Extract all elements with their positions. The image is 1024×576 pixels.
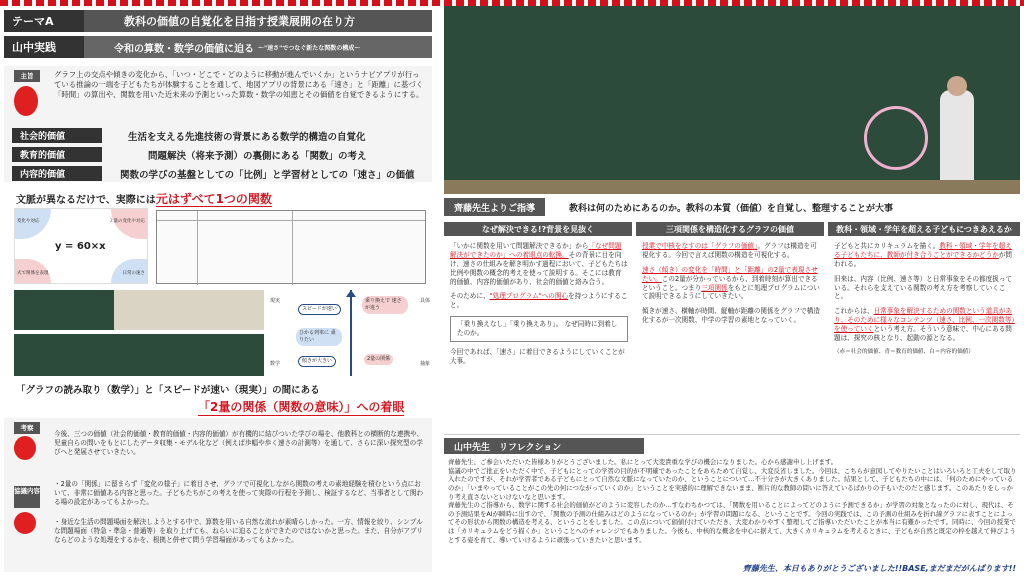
teacher-figure [940,90,974,180]
discuss-p1: ・2量の「関係」に留まらず「変化の様子」に着目させ、グラフで可視化しながら関数の考えの素地経験を積むという点において、非常に価値ある内容と思った。子どもたちがこの考えを使って実際の行程を予測し、検証するなど、当事者として関わる場の設定があってもよかった。 [54,480,424,506]
diagram-label-tl: 現実 [270,298,281,304]
function-quad-diagram [14,208,148,284]
practice-label: 山中実践 [4,36,84,58]
quad-label-bl: 式で関係を表現 [17,270,49,276]
mascot-icon [14,512,36,534]
content-value-label: 内容的価値 [12,166,102,181]
col3-head: 教科・領域・学年を超える子どもにつきあえるか [828,222,1020,236]
diagram-bubble-relation: 2量の関係 [364,354,393,365]
reflection-heading: 山中先生 リフレクション [444,438,644,454]
teacher-title: 教科は何のためにあるのか。教科の本質（価値）を自覚し、整理することが大事 [569,203,894,214]
col3-p1a: 子どもと共にカリキュラムを描く。 [834,242,940,250]
col1-p1c: その背景に目を向け、速さの仕組みを解き明かす過程において、子どもたちは比例や関数の概念的考えを使って説明する。そこには教育的価値、内容的価値があり、社会的価値と絡み合う。 [450,250,628,286]
col2-p2a: 速さ（傾き）の変化を「時間」と「距離」の2量で表現させたい。 [642,265,818,283]
discuss-label: 協議内容 [14,486,40,508]
section1-heading-emph: 元はずべて1つの関数 [155,192,272,206]
divider [444,434,1020,435]
practice-bar [4,36,432,58]
diagram-bubble-slope: 傾きが大きい [298,356,336,367]
closing-line: 齊藤先生、本日もありがとうございました!!BASE,まだまだがんばります!! [742,564,1016,573]
diagram-bubble-train: ひかる列車に 乗りたい [296,328,342,346]
table-divider-1 [197,211,198,285]
section2-line1: 「グラフの読み取り（数学）」と「スピードが速い（現実）」の間にある [16,385,320,396]
curriculum-table [156,210,426,284]
col3-p3a: これからは、 [834,307,874,316]
mascot-icon [14,436,36,460]
col3-p4: （赤＝社会的価値、青＝教育的価値、白＝内容的価値） [834,348,974,355]
diagram-label-bl: 数学 [270,361,281,368]
chalkboard-photo [444,6,1020,194]
section1-heading-prefix: 文脈が異なるだけで、実際には [16,195,156,206]
social-value-text: 生活を支える先進技術の背景にある数学的構造の自覚化 [128,131,366,143]
chalk-circle-icon [864,106,928,170]
practice-title: 令和の算数・数学の価値に迫る [114,43,254,55]
board-photo-1a [14,290,114,330]
theme-label: テーマA [4,10,84,32]
board-photo-1 [14,290,264,376]
section2-line2: 「2量の関係（関数の意味）」への着眼 [198,400,405,414]
col3-p1b: 教科・領域・学年を超える子どもたちに、教師が付き合うことができるかどうか [834,242,1012,259]
col3-p1c: が問われる。 [834,250,1013,268]
discuss-p2: ・身近な生活の問題場面を解決しようとする中で、算数を用いる自然な流れが素晴らしかった。一方、情報を絞り、シンプルな問題場面（特急・準急・普通等）を取り上げても、ねらいに迫ることができたのではないかと思った。また、自分がアプリならどのような処理をするかを、根拠と併せて問う学習場面があってもよかった。 [54,518,423,544]
educational-value-text: 問題解決（将来予測）の裏側にある「関数」の考え [148,150,367,162]
diagram-label-tr: 具体 [419,298,430,304]
teacher-heading: 齊藤先生よりご指導 [444,198,545,216]
col2-p2d: をもとに処理プログラムについて説明できるようにしていきたい。 [642,283,820,301]
col1-p1b: 「なぜ問題解決ができたのか」への着眼点の転換。 [450,242,622,259]
diagram-bubble-fast: スピードが速い [298,304,341,315]
board-photo-1b [114,290,264,330]
board-photo-1c [14,334,264,376]
col2-p3: 傾きが速さ、横軸が時間、縦軸が距離の関係をグラフで構造化するが一次関数、中学の学習の素地となっていく。 [642,307,820,325]
theme-title: 教科の価値の自覚化を目指す授業展開の在り方 [124,15,355,28]
board-ledge [444,180,1020,194]
col1-body [450,242,628,366]
col3-body [834,242,1018,356]
col3-p3b: 日常事象を解決するための関数という道具があり、そのために様々なコンテンツ（速さ、比例、一次関数等）を使っていく [834,307,1015,334]
quad-label-tr: ２量の変化や対応 [109,219,145,224]
col1-p2b: "処理プログラム"への関心 [489,292,569,301]
practice-subtitle: 〜"速さ"でつなぐ新たな関数の構成〜 [258,44,361,52]
gist-text: グラフ上の交点や傾きの変化から、「いつ・どこで・どのように移動が進んでいくか」というナビアプリが行っている推論の一端を子どもたちが体験することを通して、地図アプリの背景にある「速さ」と「距離」に基づく「時間」の算出や、関数を用いた近未来の予測といった算数・数学の知恵とその価値を自覚できるようにする。 [54,70,424,99]
social-value-label: 社会的価値 [12,128,102,143]
col1-p3: 今回であれば、「速さ」に着目できるようにしていくことが大事。 [450,348,625,365]
reflection-p2: 協議の中でご批正をいただく中で、子どもにとっての学習の目的が不明確であったことをあらためて自覚し、大変反省しました。今回は、こちらが意図してやりたいことはいろいろと工夫をして取り入れたのですが、それが学習者である子どもにとって自然な文脈になっていたのか、ということについて…不十分さが大きくありました。結果として、子どもたちの中には、「何のためにやっているのか」「いまやっていることがこの先の何につながっていくのか」ということを実感的に理解できないまま、断片的な教師の問いに答えているばかりの子もいたのだと感じます。このあたりをしっかり考え直さないといけないなと思います。 [448,466,1017,501]
quad-label-tl: 変化や対応 [17,219,40,224]
col2-p2b: この2量が分かっているから、到着時刻が算出できるということ。つまり [642,274,818,292]
col2-head: 三項関係を構造化するグラフの価値 [636,222,824,236]
diagram-bubble-transfer: 乗り換えで 速さが違う [362,296,408,314]
col2-body [642,242,822,325]
col2-p1b: 。グラフは構造を可視化する。今回で言えば関数の構造を可視化する。 [642,242,817,259]
col3-p3c: という考え方。そういう意味で、中心にある問題は、探究の核となり、起動の源となる。 [834,325,1012,343]
formula: y = 60×x [55,241,106,252]
col1-p2a: そのために、 [450,292,490,301]
col3-p2: 旧来は、内容（比例、速さ等）と日常事象をその都度扱っている。それらを支えている関数の考え方を考察していくこと。 [834,274,1013,301]
theme-bar [4,10,432,32]
col1-quote: 「乗り換えなし」「乗り換えあり」。 なぜ同時に到着したのか。 [450,316,628,342]
col2-p2c: 三項関係 [701,283,728,292]
speed-diagram [270,290,430,376]
gist-label: 主旨 [14,70,40,82]
consider-text: 今後、三つの価値（社会的価値・教育的価値・内容的価値）が有機的に結びついた学びの場を、他教科との横断的な連携や、児童自らの問いをもとにしたデータ収集・モデル化など（例えば歩幅や歩く速さの計測等）を通して、さらに深い探究型の学びへと発展させていきたい。 [54,430,424,456]
table-divider-2 [292,211,293,285]
quad-label-br: 日常の速さ [122,270,145,276]
col1-p1a: 「いかに関数を用いて問題解決できるか」から [450,242,589,250]
col1-head: なぜ解決できる!?背景を見抜く [444,222,632,236]
diagram-label-br: 抽象 [419,361,430,368]
educational-value-label: 教育的価値 [12,147,102,162]
content-value-text: 関数の学びの基盤としての「比例」と学習材としての「速さ」の価値 [120,169,415,181]
col1-p2c: を持つようにすること。 [450,292,628,310]
consider-label: 考察 [14,422,40,434]
arrow-up-icon [346,290,356,297]
mascot-icon [14,86,38,116]
teacher-bar [444,198,1020,216]
col2-p1a: 授業で中核をなすのは「グラフの価値」 [642,242,758,250]
reflection-p3: 齊藤先生のご指導から、数学に関する社会的価値がどのように変容したのか…すなわちかつては、「関数を用いることによってどのように予測できるか」が学習の対象となったのに対し、現代は、その予測結果をAIが瞬時に出すので、「関数の予測の仕組みはどのようになっているのか」が学習の問題になる、ということです。今回の実践では、この予測の仕組みを折れ線グラフに表すことによってその形状から関数の構造を考える、ということをしました。この点について価値付けていただき、大変わかりやすく整理してご指導いただいたことが本当に有難かったです。同時に、今回の授業では「カリキュラムをどう描くか」ということへのチャレンジでもありました。今後も、中核的な概念を中心に据えて、大きくカリキュラムを考えるときに、子どもが自然と既定の枠を越えて伸びようとする姿を育て、導いていけるように頑張っていきたいと思います。 [448,501,1016,544]
reflection-p1: 齊藤先生、ご参会いただいた皆様ありがとうございました。私にとって大変貴重な学びの機会になりました。心から感謝申し上げます。 [448,458,838,466]
diagram-axis [350,290,352,376]
section1-heading [16,190,272,207]
reflection-body [448,458,1018,544]
teacher-head [947,76,967,96]
